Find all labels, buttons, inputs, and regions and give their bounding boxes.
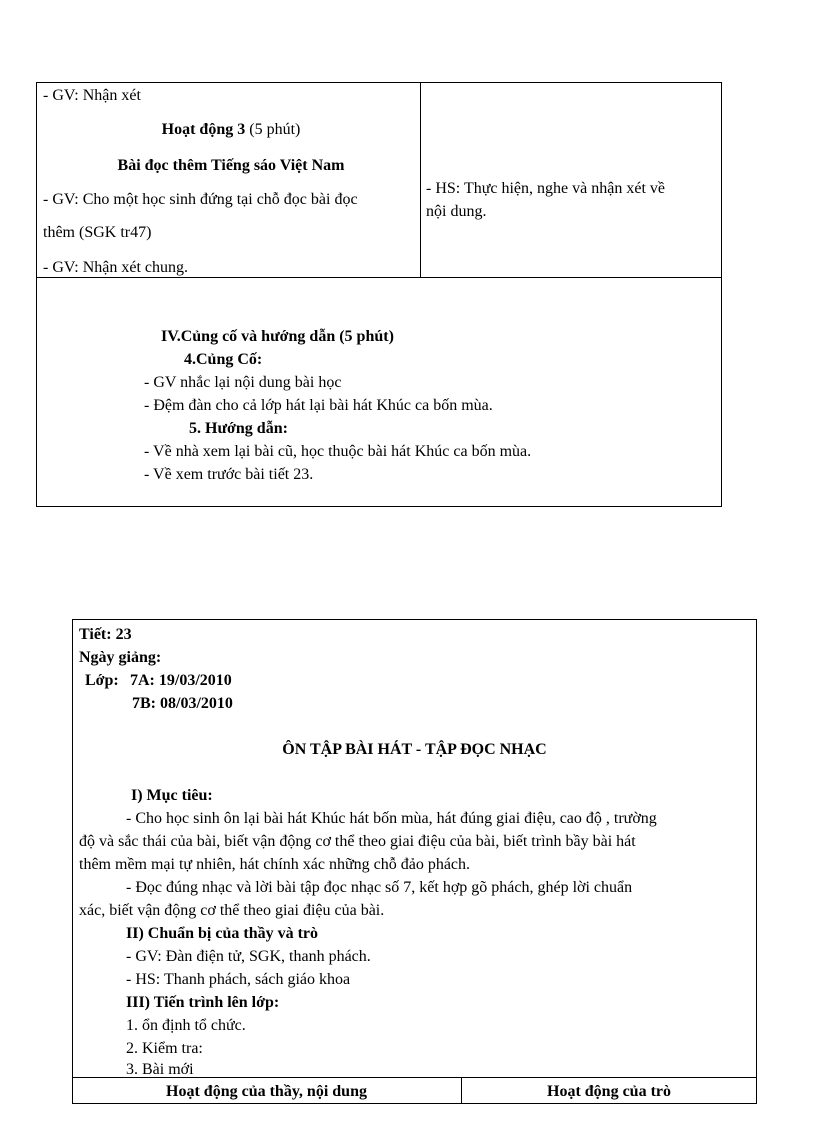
class-7b-date: 7B: 08/03/2010: [132, 695, 233, 712]
consolidation-heading: IV.Củng cố và hướng dẫn (5 phút): [161, 328, 394, 345]
objective-1-line-1: - Cho học sinh ôn lại bài hát Khúc hát bốn mùa, hát đúng giai điệu, cao độ , trường: [126, 810, 657, 827]
consolidation-item-1: - GV nhắc lại nội dung bài học: [144, 374, 342, 391]
process-heading: III) Tiến trình lên lớp:: [126, 994, 280, 1011]
consolidation-item-2: - Đệm đàn cho cả lớp hát lại bài hát Khúc ca bốn mùa.: [144, 397, 493, 414]
activity-table-divider: [420, 82, 421, 277]
class-label: Lớp:: [85, 672, 119, 689]
process-step-1: 1. ổn định tổ chức.: [126, 1017, 246, 1034]
process-step-2: 2. Kiểm tra:: [126, 1040, 203, 1057]
objective-1-line-3: thêm mềm mại tự nhiên, hát chính xác những chỗ đảo phách.: [79, 856, 471, 873]
lesson-number: Tiết: 23: [79, 626, 132, 643]
objective-1-line-2: độ và sắc thái của bài, biết vận động cơ thể theo giai điệu của bài, biết trình bầy bài hát: [79, 833, 636, 850]
student-task-line-2: nội dung.: [426, 203, 487, 220]
objective-2-line-1: - Đọc đúng nhạc và lời bài tập đọc nhạc số 7, kết hợp gõ phách, ghép lời chuẩn: [126, 879, 633, 896]
student-task-line-1: - HS: Thực hiện, nghe và nhận xét về: [426, 180, 665, 197]
student-activity-column-header: Hoạt động của trò: [547, 1083, 671, 1100]
activity-3-title: [43, 118, 419, 141]
class-7a-date: 7A: 19/03/2010: [130, 672, 232, 689]
teacher-activity-column-header: Hoạt động của thầy, nội dung: [166, 1083, 367, 1100]
lesson-title: ÔN TẬP BÀI HÁT - TẬP ĐỌC NHẠC: [282, 741, 547, 758]
preparation-heading: II) Chuẩn bị của thầy và trò: [126, 925, 319, 942]
activity-header-top-border: [72, 1077, 757, 1078]
preparation-teacher: - GV: Đàn điện tử, SGK, thanh phách.: [126, 948, 371, 965]
preparation-student: - HS: Thanh phách, sách giáo khoa: [126, 971, 351, 988]
process-step-3: 3. Bài mới: [126, 1061, 194, 1078]
reading-title: Bài đọc thêm Tiếng sáo Việt Nam: [117, 157, 345, 174]
teacher-remark-line: - GV: Nhận xét: [43, 87, 141, 104]
guidance-item-1: - Về nhà xem lại bài cũ, học thuộc bài hát Khúc ca bốn mùa.: [144, 443, 532, 460]
consolidation-subheading: 4.Củng Cố:: [184, 351, 263, 368]
teacher-general-remark: - GV: Nhận xét chung.: [43, 259, 188, 276]
guidance-subheading: 5. Hướng dẫn:: [189, 420, 288, 437]
teacher-task-line-2: thêm (SGK tr47): [43, 224, 152, 241]
teaching-date-label: Ngày giảng:: [79, 649, 162, 666]
objectives-heading: I) Mục tiêu:: [131, 787, 213, 804]
teacher-task-line-1: - GV: Cho một học sinh đứng tại chỗ đọc bài đọc: [43, 191, 358, 208]
activity-3-duration: (5 phút): [245, 121, 301, 138]
objective-2-line-2: xác, biết vận động cơ thể theo giai điệu của bài.: [79, 902, 385, 919]
guidance-item-2: - Về xem trước bài tiết 23.: [144, 466, 314, 483]
activity-3-label: Hoạt động 3: [161, 121, 246, 138]
